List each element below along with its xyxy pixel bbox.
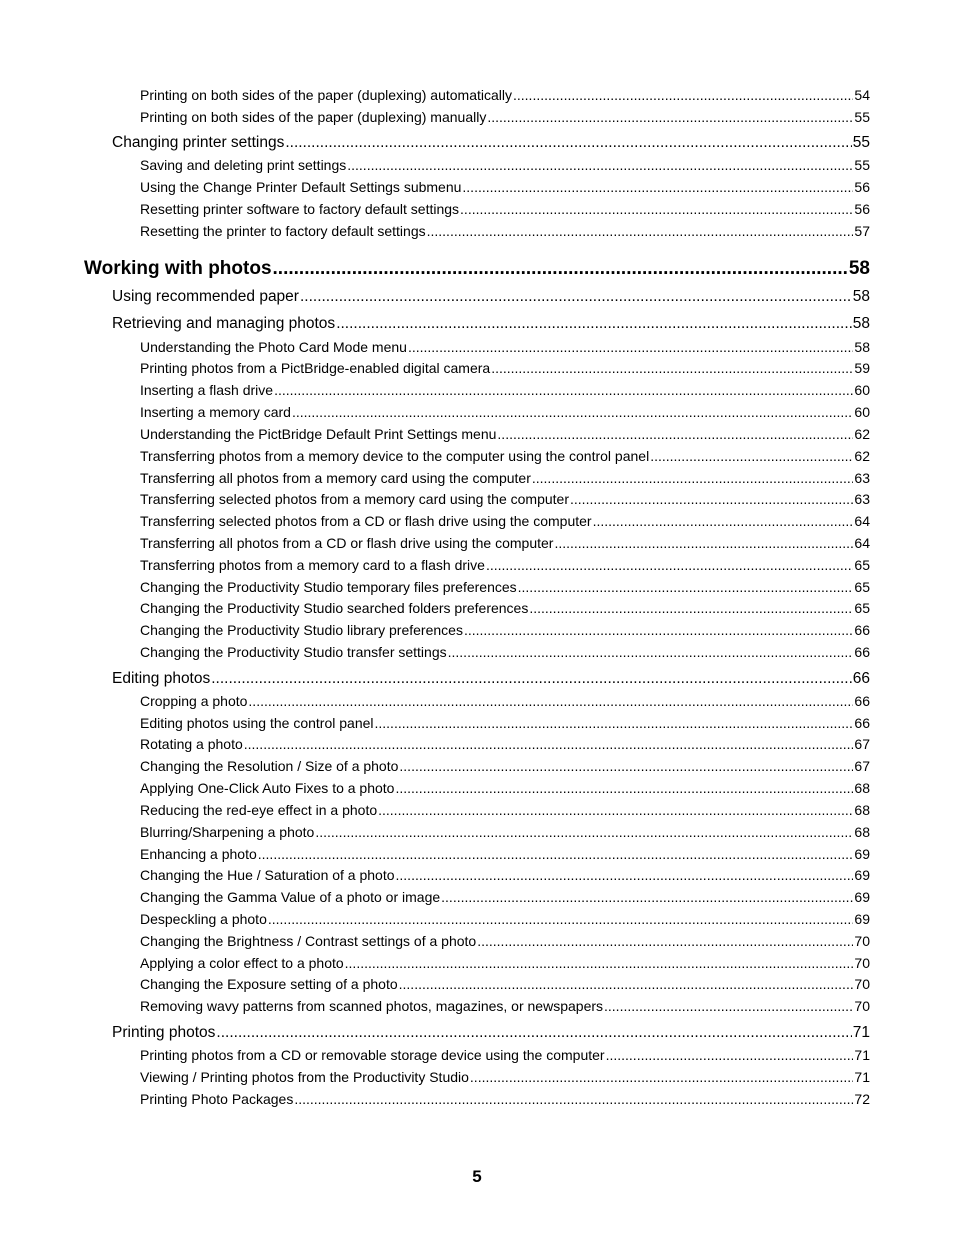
toc-dot-leader [268, 911, 854, 927]
toc-dot-leader [518, 579, 854, 595]
toc-dot-leader [294, 1091, 853, 1107]
toc-subsection-entry[interactable] [140, 911, 870, 929]
toc-dot-leader [375, 715, 854, 731]
toc-subsection-entry[interactable] [140, 644, 870, 662]
toc-entry-title: Editing photos using the control panel [140, 715, 374, 731]
toc-entry-page: 59 [854, 360, 870, 376]
toc-dot-leader [448, 644, 854, 660]
toc-entry-title: Understanding the PictBridge Default Print Settings menu [140, 426, 497, 442]
toc-entry-page: 55 [854, 157, 870, 173]
toc-entry-page: 65 [854, 600, 870, 616]
toc-section-entry[interactable] [112, 315, 870, 335]
toc-subsection-entry[interactable] [140, 758, 870, 776]
toc-entry-page: 71 [852, 1024, 870, 1041]
toc-dot-leader [491, 360, 853, 376]
toc-dot-leader [604, 998, 853, 1014]
toc-section-entry[interactable] [112, 670, 870, 690]
toc-entry-title: Printing Photo Packages [140, 1091, 294, 1107]
toc-subsection-entry[interactable] [140, 157, 870, 175]
toc-dot-leader [408, 339, 853, 355]
toc-entry-title: Changing the Productivity Studio searched folders preferences [140, 600, 529, 616]
toc-entry-page: 67 [854, 736, 870, 752]
toc-entry-title: Changing the Productivity Studio library preferences [140, 622, 463, 638]
toc-dot-leader [554, 535, 853, 551]
toc-entry-title: Transferring selected photos from a CD or flash drive using the computer [140, 513, 592, 529]
toc-entry-page: 66 [854, 693, 870, 709]
toc-entry-page: 62 [854, 426, 870, 442]
toc-subsection-entry[interactable] [140, 491, 870, 509]
toc-entry-page: 58 [852, 288, 870, 305]
toc-subsection-entry[interactable] [140, 955, 870, 973]
toc-subsection-entry[interactable] [140, 889, 870, 907]
toc-entry-page: 56 [854, 179, 870, 195]
toc-dot-leader [347, 157, 853, 173]
toc-dot-leader [497, 426, 853, 442]
toc-entry-title: Using recommended paper [112, 288, 299, 305]
toc-entry-title: Changing the Resolution / Size of a photo [140, 758, 399, 774]
toc-entry-page: 60 [854, 382, 870, 398]
toc-dot-leader [399, 976, 854, 992]
toc-entry-page: 69 [854, 889, 870, 905]
toc-entry-title: Changing the Exposure setting of a photo [140, 976, 398, 992]
toc-entry-title: Reducing the red-eye effect in a photo [140, 802, 378, 818]
toc-entry-title: Changing the Hue / Saturation of a photo [140, 867, 395, 883]
toc-section-entry[interactable] [112, 288, 870, 308]
toc-subsection-entry[interactable] [140, 535, 870, 553]
toc-entry-page: 57 [854, 223, 870, 239]
toc-entry-page: 64 [854, 535, 870, 551]
toc-subsection-entry[interactable] [140, 715, 870, 733]
toc-dot-leader [273, 258, 848, 280]
toc-subsection-entry[interactable] [140, 223, 870, 241]
toc-subsection-entry[interactable] [140, 600, 870, 618]
toc-dot-leader [593, 513, 854, 529]
toc-subsection-entry[interactable] [140, 693, 870, 711]
toc-entry-title: Inserting a memory card [140, 404, 291, 420]
toc-entry-page: 68 [854, 802, 870, 818]
toc-entry-title: Changing the Gamma Value of a photo or image [140, 889, 441, 905]
toc-subsection-entry[interactable] [140, 976, 870, 994]
toc-subsection-entry[interactable] [140, 1047, 870, 1065]
toc-entry-title: Printing photos [112, 1024, 216, 1041]
toc-entry-page: 55 [852, 134, 870, 151]
toc-entry-page: 58 [854, 339, 870, 355]
toc-dot-leader [487, 109, 853, 125]
toc-entry-title: Changing the Productivity Studio transfer settings [140, 644, 447, 660]
toc-dot-leader [606, 1047, 854, 1063]
toc-dot-leader [470, 1069, 854, 1085]
toc-entry-title: Transferring selected photos from a memory card using the computer [140, 491, 570, 507]
toc-subsection-entry[interactable] [140, 824, 870, 842]
toc-dot-leader [336, 315, 852, 333]
toc-entry-page: 71 [854, 1047, 870, 1063]
toc-entry-title: Resetting the printer to factory default settings [140, 223, 426, 239]
toc-dot-leader [529, 600, 853, 616]
toc-dot-leader [532, 470, 854, 486]
toc-entry-title: Cropping a photo [140, 693, 248, 709]
toc-entry-title: Printing photos from a PictBridge-enabled digital camera [140, 360, 491, 376]
toc-subsection-entry[interactable] [140, 404, 870, 422]
toc-subsection-entry[interactable] [140, 470, 870, 488]
toc-dot-leader [378, 802, 853, 818]
toc-entry-title: Printing on both sides of the paper (duplexing) manually [140, 109, 487, 125]
toc-entry-page: 69 [854, 846, 870, 862]
toc-entry-title: Printing photos from a CD or removable storage device using the computer [140, 1047, 605, 1063]
toc-entry-page: 69 [854, 867, 870, 883]
toc-dot-leader [486, 557, 853, 573]
toc-dot-leader [441, 889, 853, 905]
toc-dot-leader [399, 758, 853, 774]
toc-subsection-entry[interactable] [140, 513, 870, 531]
toc-entry-page: 58 [848, 258, 870, 279]
toc-entry-page: 56 [854, 201, 870, 217]
toc-entry-title: Retrieving and managing photos [112, 315, 336, 332]
toc-subsection-entry[interactable] [140, 448, 870, 466]
toc-entry-title: Editing photos [112, 670, 211, 687]
toc-entry-title: Applying One-Click Auto Fixes to a photo [140, 780, 395, 796]
toc-subsection-entry[interactable] [140, 201, 870, 219]
toc-entry-title: Viewing / Printing photos from the Productivity Studio [140, 1069, 469, 1085]
toc-entry-page: 66 [854, 622, 870, 638]
toc-entry-title: Resetting printer software to factory default settings [140, 201, 460, 217]
toc-dot-leader [477, 933, 853, 949]
toc-entry-title: Printing on both sides of the paper (duplexing) automatically [140, 87, 512, 103]
toc-entry-page: 70 [854, 976, 870, 992]
toc-dot-leader [248, 693, 853, 709]
toc-dot-leader [315, 824, 853, 840]
toc-dot-leader [300, 288, 852, 306]
toc-entry-title: Transferring photos from a memory card to a flash drive [140, 557, 485, 573]
toc-entry-page: 58 [852, 315, 870, 332]
toc-dot-leader [464, 622, 853, 638]
toc-dot-leader [285, 134, 851, 152]
toc-entry-title: Changing the Brightness / Contrast settings of a photo [140, 933, 477, 949]
toc-entry-page: 70 [854, 933, 870, 949]
toc-dot-leader [274, 382, 853, 398]
toc-subsection-entry[interactable] [140, 1069, 870, 1087]
toc-subsection-entry[interactable] [140, 802, 870, 820]
toc-chapter-entry[interactable] [84, 258, 870, 282]
toc-entry-page: 62 [854, 448, 870, 464]
toc-entry-page: 65 [854, 579, 870, 595]
toc-entry-page: 68 [854, 780, 870, 796]
toc-dot-leader [211, 670, 852, 688]
toc-entry-page: 65 [854, 557, 870, 573]
toc-subsection-entry[interactable] [140, 382, 870, 400]
toc-entry-page: 66 [854, 715, 870, 731]
toc-subsection-entry[interactable] [140, 339, 870, 357]
toc-entry-title: Working with photos [84, 258, 272, 279]
toc-entry-page: 70 [854, 998, 870, 1014]
toc-dot-leader [244, 736, 854, 752]
toc-section-entry[interactable] [112, 134, 870, 154]
toc-entry-title: Removing wavy patterns from scanned photos, magazines, or newspapers [140, 998, 604, 1014]
toc-subsection-entry[interactable] [140, 109, 870, 127]
toc-dot-leader [427, 223, 854, 239]
toc-entry-title: Transferring all photos from a CD or flash drive using the computer [140, 535, 554, 551]
toc-subsection-entry[interactable] [140, 579, 870, 597]
toc-entry-page: 55 [854, 109, 870, 125]
toc-entry-page: 67 [854, 758, 870, 774]
toc-subsection-entry[interactable] [140, 360, 870, 378]
toc-entry-title: Rotating a photo [140, 736, 243, 752]
toc-entry-title: Blurring/Sharpening a photo [140, 824, 315, 840]
toc-entry-title: Using the Change Printer Default Settings submenu [140, 179, 462, 195]
toc-entry-title: Understanding the Photo Card Mode menu [140, 339, 407, 355]
toc-dot-leader [292, 404, 853, 420]
toc-entry-page: 64 [854, 513, 870, 529]
toc-entry-page: 66 [852, 670, 870, 687]
toc-entry-title: Applying a color effect to a photo [140, 955, 344, 971]
toc-entry-title: Transferring photos from a memory device to the computer using the control panel [140, 448, 650, 464]
toc-entry-page: 63 [854, 491, 870, 507]
toc-dot-leader [216, 1024, 851, 1042]
toc-subsection-entry[interactable] [140, 557, 870, 575]
toc-dot-leader [460, 201, 853, 217]
toc-dot-leader [345, 955, 854, 971]
toc-dot-leader [396, 867, 854, 883]
toc-subsection-entry[interactable] [140, 87, 870, 105]
toc-entry-page: 71 [854, 1069, 870, 1085]
toc-dot-leader [513, 87, 853, 103]
toc-subsection-entry[interactable] [140, 1091, 870, 1109]
page-number: 5 [472, 1167, 482, 1186]
toc-subsection-entry[interactable] [140, 736, 870, 754]
toc-subsection-entry[interactable] [140, 780, 870, 798]
toc-entry-page: 69 [854, 911, 870, 927]
toc-section-entry[interactable] [112, 1024, 870, 1044]
toc-subsection-entry[interactable] [140, 179, 870, 197]
toc-dot-leader [570, 491, 853, 507]
toc-entry-page: 72 [854, 1091, 870, 1107]
toc-dot-leader [462, 179, 853, 195]
toc-entry-page: 54 [854, 87, 870, 103]
toc-entry-page: 60 [854, 404, 870, 420]
toc-subsection-entry[interactable] [140, 426, 870, 444]
toc-entry-title: Saving and deleting print settings [140, 157, 347, 173]
toc-dot-leader [395, 780, 853, 796]
toc-entry-title: Changing printer settings [112, 134, 285, 151]
toc-entry-title: Despeckling a photo [140, 911, 267, 927]
toc-dot-leader [650, 448, 853, 464]
toc-entry-page: 68 [854, 824, 870, 840]
toc-entry-title: Changing the Productivity Studio temporary files preferences [140, 579, 517, 595]
toc-subsection-entry[interactable] [140, 998, 870, 1016]
toc-subsection-entry[interactable] [140, 933, 870, 951]
toc-dot-leader [258, 846, 854, 862]
toc-entry-page: 63 [854, 470, 870, 486]
toc-entry-page: 70 [854, 955, 870, 971]
toc-entry-title: Transferring all photos from a memory card using the computer [140, 470, 531, 486]
toc-entry-title: Inserting a flash drive [140, 382, 274, 398]
toc-subsection-entry[interactable] [140, 867, 870, 885]
toc-subsection-entry[interactable] [140, 846, 870, 864]
toc-subsection-entry[interactable] [140, 622, 870, 640]
toc-entry-title: Enhancing a photo [140, 846, 257, 862]
toc-entry-page: 66 [854, 644, 870, 660]
